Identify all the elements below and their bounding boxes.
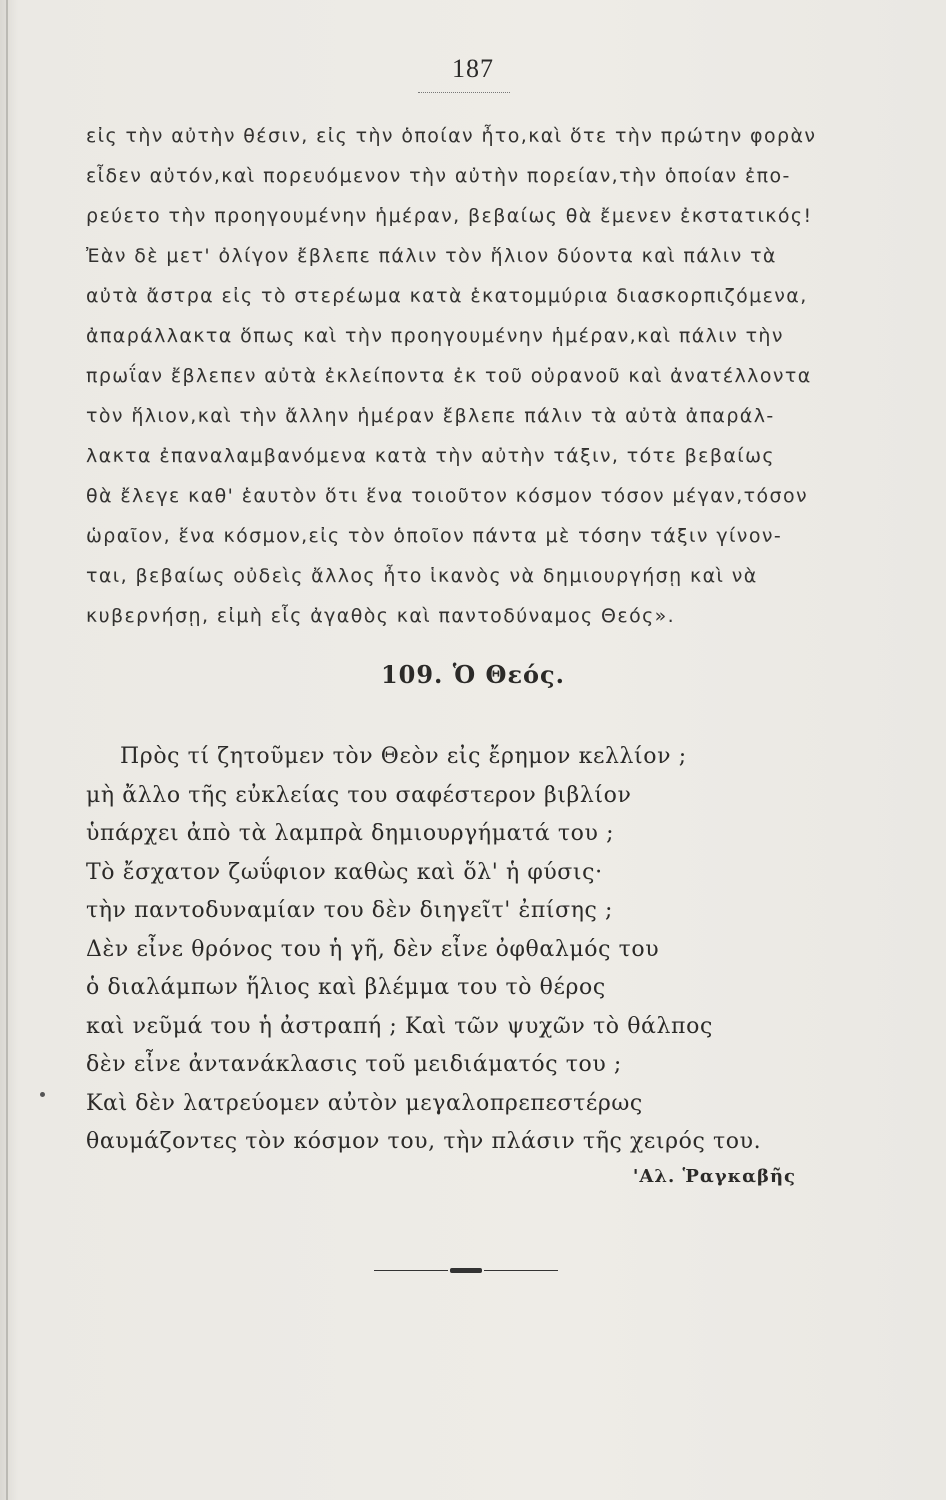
binding-gutter-line bbox=[6, 0, 8, 1500]
poem-line: Τὸ ἔσχατον ζωΰφιον καθὼς καὶ ὅλ' ἡ φύσις· bbox=[86, 859, 603, 885]
poem-line: καὶ νεῦμά του ἡ ἀστραπή ; Καὶ τῶν ψυχῶν τὸ θάλπος bbox=[86, 1013, 713, 1039]
prose-line: πρωΐαν ἔβλεπεν αὐτὰ ἐκλείποντα ἐκ τοῦ οὐρανοῦ καὶ ἀνατέλλοντα bbox=[86, 365, 812, 387]
poem-line: Καὶ δὲν λατρεύομεν αὐτὸν μεγαλοπρεπεστέρως bbox=[86, 1090, 643, 1116]
prose-line: εἶδεν αὐτόν,καὶ πορευόμενον τὴν αὐτὴν πορείαν,τὴν ὁποίαν ἐπο- bbox=[86, 165, 791, 187]
prose-line: εἰς τὴν αὐτὴν θέσιν, εἰς τὴν ὁποίαν ἦτο,καὶ ὅτε τὴν πρώτην φορὰν bbox=[86, 125, 817, 147]
page-number-underline bbox=[418, 92, 510, 93]
poem bbox=[86, 738, 886, 1162]
ornament-right-rule bbox=[484, 1270, 558, 1271]
prose-line: λακτα ἐπαναλαμβανόμενα κατὰ τὴν αὐτὴν τάξιν, τότε βεβαίως bbox=[86, 445, 775, 467]
prose-line: αὐτὰ ἄστρα εἰς τὸ στερέωμα κατὰ ἑκατομμύρια διασκορπιζόμενα, bbox=[86, 285, 808, 307]
poem-line: μὴ ἄλλο τῆς εὐκλείας του σαφέστερον βιβλίον bbox=[86, 782, 632, 808]
prose-line: κυβερνήσῃ, εἰμὴ εἷς ἀγαθὸς καὶ παντοδύναμος Θεός». bbox=[86, 605, 676, 627]
prose-line: θὰ ἔλεγε καθ' ἑαυτὸν ὅτι ἕνα τοιοῦτον κόσμον τόσον μέγαν,τόσον bbox=[86, 485, 808, 507]
poem-line: Δὲν εἶνε θρόνος του ἡ γῆ, δὲν εἶνε ὀφθαλμός του bbox=[86, 936, 660, 962]
prose-line: ὡραῖον, ἕνα κόσμον,εἰς τὸν ὁποῖον πάντα μὲ τόσην τάξιν γίνον- bbox=[86, 525, 783, 547]
page-number: 187 bbox=[452, 54, 494, 83]
poem-line: ὑπάρχει ἀπὸ τὰ λαμπρὰ δημιουργήματά του ; bbox=[86, 821, 615, 846]
poem-line: δὲν εἶνε ἀντανάκλασις τοῦ μειδιάματός του ; bbox=[86, 1052, 622, 1077]
margin-dot-mark bbox=[40, 1092, 45, 1097]
poem-line: θαυμάζοντες τὸν κόσμον του, τὴν πλάσιν τῆς χειρός του. bbox=[86, 1129, 762, 1154]
author-attribution: 'Αλ. Ῥαγκαβῆς bbox=[632, 1166, 796, 1187]
poem-line: Πρὸς τί ζητοῦμεν τὸν Θεὸν εἰς ἔρημον κελλίον ; bbox=[120, 744, 687, 769]
end-ornament-divider bbox=[374, 1268, 558, 1274]
ornament-left-rule bbox=[374, 1270, 448, 1271]
poem-line: τὴν παντοδυναμίαν του δὲν διηγεῖτ' ἐπίσης ; bbox=[86, 898, 614, 923]
prose-line: ἀπαράλλακτα ὅπως καὶ τὴν προηγουμένην ἡμέραν,καὶ πάλιν τὴν bbox=[86, 325, 784, 347]
prose-paragraph bbox=[86, 116, 876, 636]
prose-line: ται, βεβαίως οὐδεὶς ἄλλος ἦτο ἱκανὸς νὰ δημιουργήσῃ καὶ νὰ bbox=[86, 565, 758, 587]
poem-line: ὁ διαλάμπων ἥλιος καὶ βλέμμα του τὸ θέρος bbox=[86, 975, 606, 1000]
prose-line: ρεύετο τὴν προηγουμένην ἡμέραν, βεβαίως θὰ ἔμενεν ἐκστατικός! bbox=[86, 205, 813, 227]
section-heading: 109. Ὁ Θεός. bbox=[380, 660, 566, 689]
prose-line: Ἐὰν δὲ μετ' ὀλίγον ἔβλεπε πάλιν τὸν ἥλιον δύοντα καὶ πάλιν τὰ bbox=[86, 245, 777, 267]
prose-line: τὸν ἥλιον,καὶ τὴν ἄλλην ἡμέραν ἔβλεπε πάλιν τὰ αὐτὰ ἀπαράλ- bbox=[86, 405, 775, 427]
ornament-center-bar bbox=[450, 1268, 482, 1273]
